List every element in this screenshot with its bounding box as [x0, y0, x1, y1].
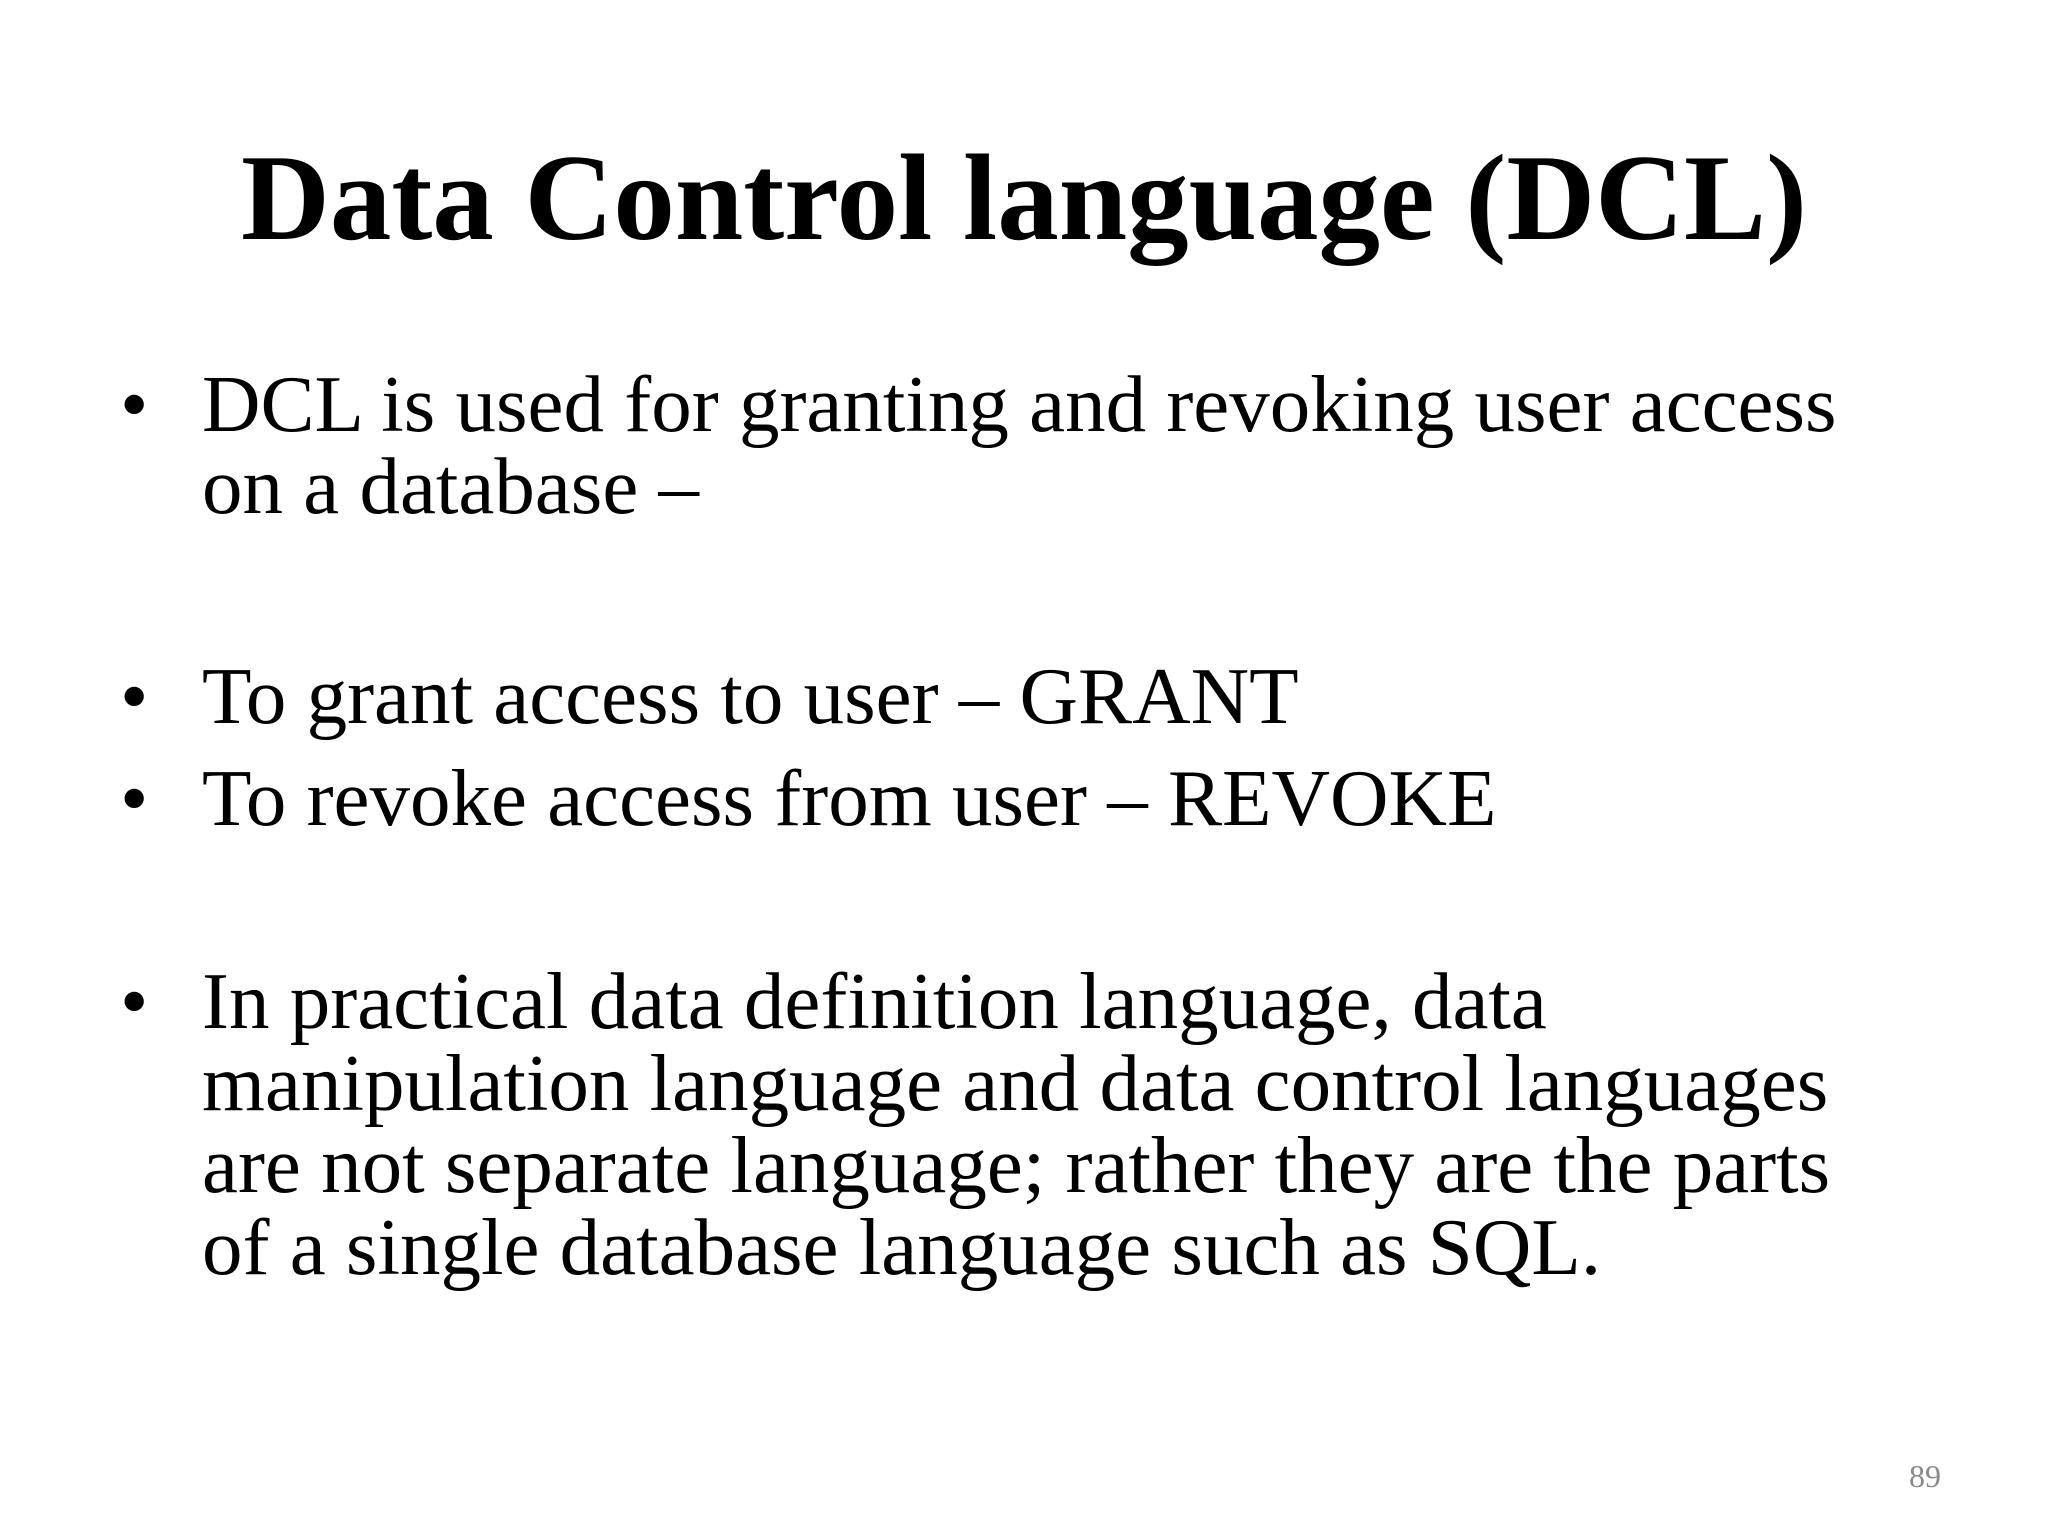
bullet-icon: •	[120, 359, 149, 449]
bullet-line: To revoke access from user – REVOKE	[202, 753, 1497, 843]
bullet-text	[202, 956, 1982, 1292]
bullet-icon: •	[120, 651, 149, 741]
bullet-text	[202, 651, 1982, 741]
bullet-text	[202, 753, 1982, 843]
slide-title: Data Control language (DCL)	[241, 129, 1807, 266]
bullet-line: of a single database language such as SQL.	[202, 1202, 1602, 1292]
bullet-line: DCL is used for granting and revoking user access	[202, 359, 1837, 449]
bullet-line: are not separate language; rather they are the parts	[202, 1120, 1831, 1210]
bullet-text	[202, 359, 1982, 531]
bullet-line: on a database –	[202, 441, 700, 531]
bullet-line: To grant access to user – GRANT	[202, 651, 1299, 741]
bullet-icon: •	[120, 753, 149, 843]
bullet-line: manipulation language and data control languages	[202, 1038, 1829, 1128]
page-number: 89	[1909, 1458, 1941, 1494]
bullet-icon: •	[120, 956, 149, 1046]
bullet-line: In practical data definition language, data	[202, 956, 1547, 1046]
